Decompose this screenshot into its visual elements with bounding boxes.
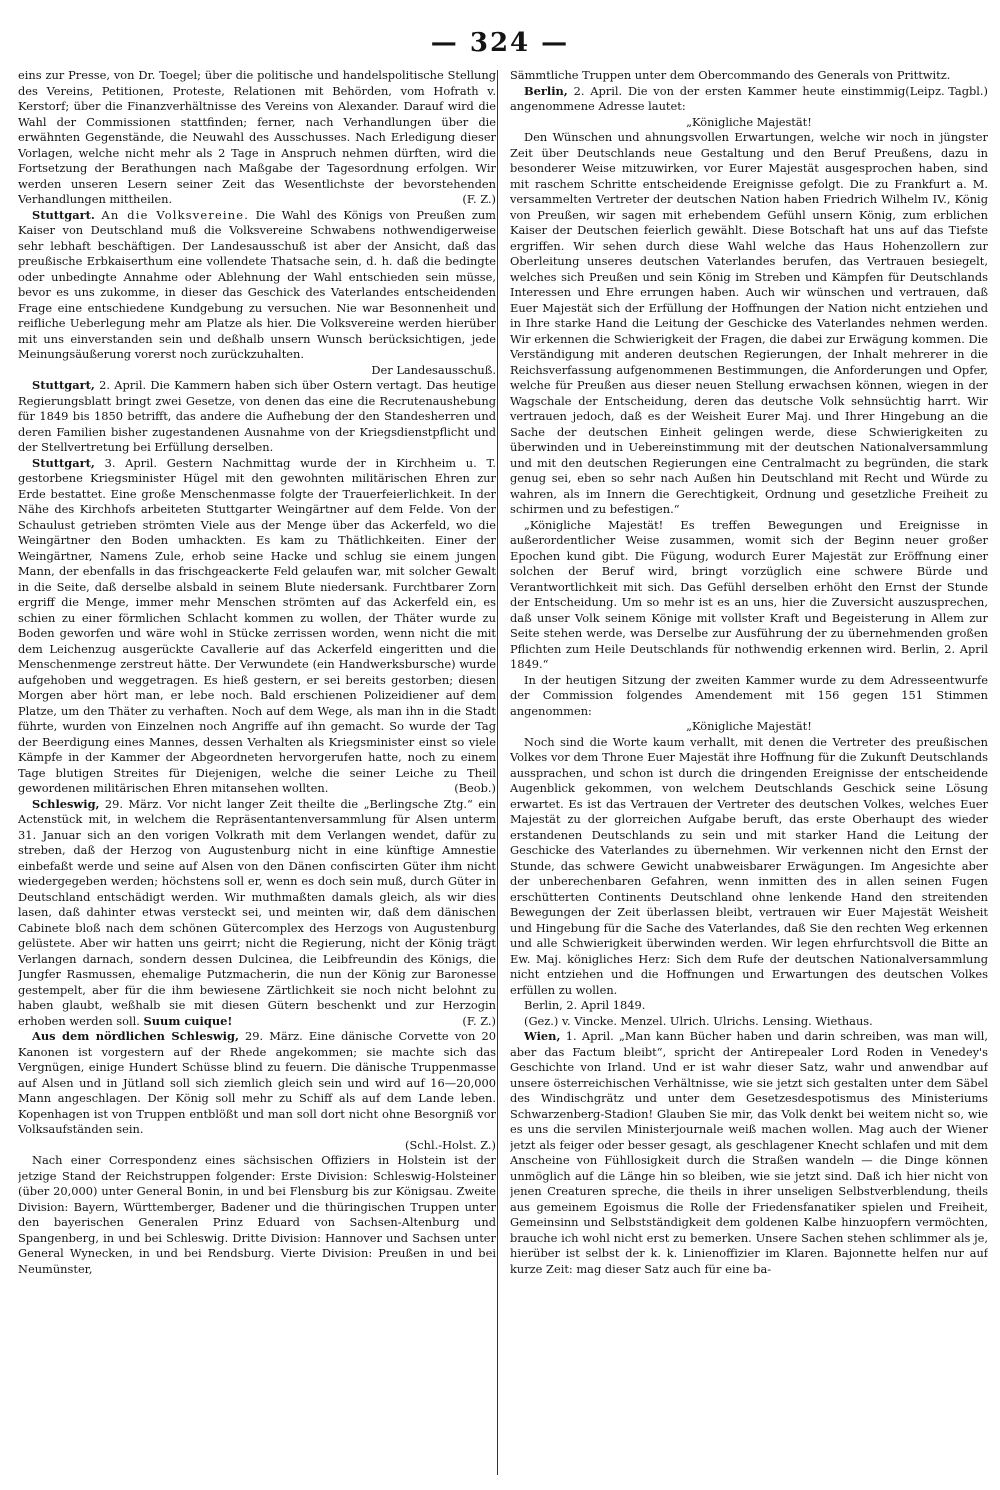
dateline: Stuttgart. <box>32 207 95 222</box>
dateline: Berlin, <box>524 83 568 98</box>
article-paragraph: eins zur Presse, von Dr. Toegel; über die politische und handelspolitische Stellung des Vereins, Petitionen, Proteste, Relationen mit Behörden, vom Hofrath v. Kerstorf; über die Finanzverhältnisse des Vereins von Alexander. Darauf wird die Wahl der Commissionen stattfinden; ferner, nach Verhandlungen über die erwähnten Gegenstände, die Neuwahl des Ausschusses. Nach Erledigung dieser Vorlagen, welche nicht mehr als 2 Tage in Anspruch nehmen dürften, wird die Fortsetzung der Berathungen nach Maßgabe der Tagesordnung erfolgen. Wir werden unseren Lesern seiner Zeit das Wesentlichste der bevorstehenden Verhandlungen mittheilen. (F. Z.) <box>18 68 496 206</box>
source-note: (Leipz. Tagbl.) <box>905 83 988 98</box>
right-column <box>510 68 988 1480</box>
article-paragraph: Stuttgart. An die Volksvereine. Die Wahl des Königs von Preußen zum Kaiser von Deutschland muß die Volksvereine Schwabens nothwendigerweise sehr lebhaft beschäftigen. Der Landesausschuß ist aber der Ansicht, daß das preußische Erbkaiserthum eine vollendete Thatsache sein, d. h. daß die bedingte oder unbedingte Annahme oder Ablehnung der Wahl entschieden sein müsse, bevor es uns zukomme, in dieser das Geschick des Vaterlandes entscheidenden Frage eine entschiedene Kundgebung zu versuchen. Nie war Besonnenheit und reifliche Ueberlegung mehr am Platze als hier. Die Volksvereine werden hierüber mit uns einverstanden sein und deßhalb unsern Wunsch berücksichtigen, jede Meinungsäußerung vorerst noch zurückzuhalten. <box>18 207 496 361</box>
dateline: Schleswig, <box>32 796 100 811</box>
dateline: Stuttgart, <box>32 455 95 470</box>
article-paragraph: Schleswig, 29. März. Vor nicht langer Zeit theilte die „Berlingsche Ztg.“ ein Actenstück mit, in welchem die Repräsentantenversammlung für Alsen unterm 31. Januar sich an den vorigen Volkrath mit dem Verlangen wendet, dafür zu streben, daß der Herzog von Augustenburg nicht in eine künftige Amnestie einbefaßt werde und seine auf Alsen von den Dänen confiscirten Güter ihm nicht wiedergegeben werden; höchstens soll er, wenn es doch sein muß, durch Güter in Deutschland entschädigt werden. Wir muthmaßten damals gleich, als wir dies lasen, daß dahinter etwas versteckt sei, und meinten wir, daß dem dänischen Cabinete bloß nach dem schönen Gütercomplex des Herzogs von Augustenburg gelüstete. Aber wir hatten uns geirrt; nicht die Regierung, nicht der König trägt Verlangen darnach, sondern dessen Dulcinea, die Leibfreundin des Königs, die Jungfer Rasmussen, ehemalige Putzmacherin, die nun der König zur Baronesse gestempelt, aber für die ihm bewiesene Zärtlichkeit sie noch nicht belohnt zu haben glaubt, weßhalb sie mit diesen Gütern beschenkt und zur Herzogin erhoben werden soll. Suum cuique! (F. Z.) <box>18 796 496 1028</box>
article-paragraph: Stuttgart, 3. April. Gestern Nachmittag wurde der in Kirchheim u. T. gestorbene Kriegsminister Hügel mit den gewohnten militärischen Ehren zur Erde bestattet. Eine große Menschenmasse folgte der Trauerfeierlichkeit. In der Nähe des Kirchhofs arbeiteten Stuttgarter Weingärtner auf dem Felde. Von der Schaulust getrieben strömten Viele aus der Menge über das Ackerfeld, wo die Weingärtner den Boden umhackten. Es kam zu Thätlichkeiten. Einer der Weingärtner, Namens Zule, erhob seine Hacke und schlug sie einem jungen Mann, der ebenfalls in das frischgeackerte Feld gelaufen war, mit solcher Gewalt in die Seite, daß derselbe alsbald in seinem Blute niedersank. Furchtbarer Zorn ergriff die Menge, immer mehr Menschen strömten auf das Ackerfeld ein, es schien zu einer förmlichen Schlacht kommen zu wollen, der Thäter wurde zu Boden geworfen und wäre wohl in Stücke zerrissen worden, wenn nicht die mit dem Leichenzug ausgerückte Cavallerie auf das Ackerfeld eingeritten und die Menschenmenge zerstreut hätte. Der Verwundete (ein Handwerksbursche) wurde aufgehoben und weggetragen. Es hieß gestern, er sei bereits gestorben; diesen Morgen aber hört man, er lebe noch. Bald erschienen Polizeidiener auf dem Platze, um den Thäter zu verhaften. Noch auf dem Wege, als man ihn in die Stadt führte, wurden von Einzelnen noch Angriffe auf ihn gemacht. So wurde der Tag der Beerdigung eines Mannes, dessen Verhalten als Kriegsminister einst so viele Kämpfe in der Kammer der Abgeordneten hervorgerufen hatte, noch zu einem Tage blutigen Streites für Diejenigen, welche die seiner Leiche zu Theil gewordenen militärischen Ehren mitansehen wollten. (Beob.) <box>18 455 496 795</box>
left-column <box>18 68 496 1480</box>
article-paragraph: Noch sind die Worte kaum verhallt, mit denen die Vertreter des preußischen Volkes vor dem Throne Euer Majestät ihre Hoffnung für die Zukunft Deutschlands aussprachen, und schon ist durch die dringenden Ereignisse der entscheidende Augenblick gekommen, von welchem Deutschlands Geschick seine Lösung erwartet. Es ist das Vertrauen der Vertreter des deutschen Volkes, welches Euer Majestät zu der glorreichen Aufgabe beruft, das erste Oberhaupt des wieder erstandenen Deutschlands zu sein und mit starker Hand die Leitung der Geschicke des Vaterlandes zu übernehmen. Wir verkennen nicht den Ernst der Stunde, das schwere Gewicht unabweisbarer Erwägungen. Im Angesichte aber der unberechenbaren Gefahren, wenn inmitten des in allen seinen Fugen erschütterten Continents Deutschland ohne lenkende Hand den streitenden Bewegungen der Zeit überlassen bleibt, vertrauen wir Euer Majestät Weisheit und Hingebung für die Sache des Vaterlandes, daß Sie den rechten Weg erkennen und alle Schwierigkeit überwinden werden. Wir legen ehrfurchtsvoll die Bitte an Ew. Maj. königliches Herz: Sich dem Rufe der deutschen Nationalversammlung nicht entziehen und die Hoffnungen und Erwartungen des deutschen Volkes erfüllen zu wollen. <box>510 734 988 997</box>
source-note: (Schl.-Holst. Z.) <box>405 1137 496 1152</box>
signature: Der Landesausschuß. <box>371 362 496 377</box>
source-note: (Beob.) <box>454 781 496 795</box>
dateline: Wien, <box>524 1029 561 1043</box>
article-paragraph: „Königliche Majestät! Es treffen Bewegungen und Ereignisse in außerordentlicher Weise zusammen, womit sich der Beginn neuer großer Epochen kund gibt. Die Fügung, wodurch Eurer Majestät zur Eröffnung einer solchen der Beruf wird, bringt vorzüglich eine schwere Bürde und Verantwortlichkeit mit sich. Das Gefühl derselben erhöht den Ernst der Stunde der Entscheidung. Um so mehr ist es an uns, hier die Zuversicht auszusprechen, daß unser Volk seinem Könige mit vollster Kraft und Begeisterung in Allem zur Seite stehen werde, was Derselbe zur Ausführung der zu übernehmenden großen Pflichten zum Heile Deutschlands für nothwendig erkennen wird. Berlin, 2. April 1849.“ <box>510 517 988 671</box>
signatories: (Gez.) v. Vincke. Menzel. Ulrich. Ulrichs. Lensing. Wiethaus. <box>524 1013 873 1028</box>
article-paragraph: Aus dem nördlichen Schleswig, 29. März. Eine dänische Corvette von 20 Kanonen ist vorgestern auf der Rhede angekommen; sie machte sich das Vergnügen, einige Hundert Schüsse blind zu feuern. Die dänische Truppenmasse auf Alsen und in Jütland soll sich ziemlich gleich sein und wird auf 16—20,000 Mann angeschlagen. Der König soll mehr zu Schiff als auf dem Lande leben. Kopenhagen ist von Truppen entblößt und man soll dort nicht ohne Besorgniß vor Volksaufständen sein. <box>18 1029 496 1136</box>
date-line: Berlin, 2. April 1849. <box>524 998 646 1012</box>
column-divider <box>497 70 498 1475</box>
source-note: (F. Z.) <box>462 1013 496 1028</box>
article-paragraph: In der heutigen Sitzung der zweiten Kammer wurde zu dem Adresseentwurfe der Commission folgendes Amendement mit 156 gegen 151 Stimmen angenommen: <box>510 672 988 718</box>
article-subhead: An die Volksvereine. <box>101 207 250 222</box>
article-paragraph: Sämmtliche Truppen unter dem Obercommando des Generals von Prittwitz. (Leipz. Tagbl.) <box>510 68 988 98</box>
article-paragraph: Den Wünschen und ahnungsvollen Erwartungen, welche wir noch in jüngster Zeit über Deutschlands neue Gestaltung und den Beruf Preußens, dazu in besonderer Weise mitzuwirken, vor Eurer Majestät ausgesprochen haben, sind mit raschem Schritte entscheidende Ereignisse gefolgt. Die zu Frankfurt a. M. versammelten Vertreter der deutschen Nation haben Friedrich Wilhelm IV., König von Preußen, wir sagen mit erhebendem Gefühl unsern König, zum erblichen Kaiser der Deutschen feierlich gewählt. Diese Botschaft hat uns auf das Tiefste ergriffen. Wir sehen durch diese Wahl welche das Haus Hohenzollern zur Oberleitung unseres deutschen Vaterlandes berufen, das Vertrauen besiegelt, welches sich Preußen und sein König im Streben und Kämpfen für Deutschlands Interessen und Ehre errungen haben. Auch wir wünschen und vertrauen, daß Euer Majestät sich der Erfüllung der Hoffnungen der Nation nicht entziehen und in Ihre starke Hand die Leitung der Geschicke des Vaterlandes nehmen werden. Wir erkennen die Schwierigkeit der Fragen, die dabei zur Erwägung kommen. Die Verständigung mit anderen deutschen Regierungen, der Inhalt mehrerer in die Reichsverfassung aufgenommenen Bestimmungen, die Anforderungen und Opfer, welche für Preußen aus dieser neuen Stellung erwachsen können, wiegen in der Wagschale der Entscheidung, deren das deutsche Volk sehnsüchtig harrt. Wir vertrauen jedoch, daß es der Weisheit Eurer Maj. und Ihrer Hingebung an die Sache der deutschen Einheit gelingen werde, diese Schwierigkeiten zu überwinden und in Uebereinstimmung mit der deutschen Nationalversammlung und mit den deutschen Regierungen eine Centralmacht zu begründen, die stark genug sei, eben so sehr nach Außen hin Deutschland mit Recht und Würde zu wahren, als im Innern die Gerechtigkeit, Ordnung und gesetzliche Freiheit zu schirmen und zu befestigen.“ <box>510 130 988 516</box>
dateline: Aus dem nördlichen Schleswig, <box>32 1029 239 1043</box>
motto: Suum cuique! <box>143 1013 233 1028</box>
page-number: — 324 — <box>430 28 570 58</box>
dateline: Stuttgart, <box>32 378 95 392</box>
salutation: „Königliche Majestät! <box>686 114 812 129</box>
article-paragraph: Stuttgart, 2. April. Die Kammern haben sich über Ostern vertagt. Das heutige Regierungsblatt bringt zwei Gesetze, von denen das eine die Recrutenaushebung für 1849 bis 1850 betrifft, das andere die Aufhebung der den Standesherren und deren Familien bisher zugestandenen Ausnahme von der Kriegsdienstpflicht und der Stellvertretung bei Erfüllung derselben. <box>18 378 496 454</box>
article-paragraph: Nach einer Correspondenz eines sächsischen Offiziers in Holstein ist der jetzige Stand der Reichstruppen folgender: Erste Division: Schleswig-Holsteiner (über 20,000) unter General Bonin, in und bei Flensburg bis zur Königsau. Zweite Division: Bayern, Württemberger, Badener und die thüringischen Truppen unter den bayerischen Generalen Prinz Eduard von Sachsen-Altenburg und Spangenberg, in und bei Schleswig. Dritte Division: Hannover und Sachsen unter General Wynecken, in und bei Rendsburg. Vierte Division: Preußen in und bei Neumünster, <box>18 1153 496 1276</box>
salutation: „Königliche Majestät! <box>686 719 812 733</box>
article-paragraph: Wien, 1. April. „Man kann Bücher haben und darin schreiben, was man will, aber das Factum bleibt“, spricht der Antirepealer Lord Roden in Venedey's Geschichte von Irland. Und er ist wahr dieser Satz, wahr und anwendbar auf unsere österreichischen Verhältnisse, wie sie jetzt sich gestalten unter dem Säbel des Windischgrätz und unter dem Gesetzesdespotismus des Ministeriums Schwarzenberg-Stadion! Glauben Sie mir, das Volk denkt bei weitem nicht so, wie es uns die servilen Ministerjournale weiß machen wollen. Mag auch der Wiener jetzt als feiger oder besser gesagt, als geschlagener Knecht schlafen und mit dem Anscheine von Fühllosigkeit durch die Straßen wandeln — die Dinge können unmöglich auf die Länge hin so bleiben, wie sie jetzt sind. Daß ich hier nicht von jenen Creaturen spreche, die theils in ihrer unseligen Selbstverblendung, theils aus gemeinem Egoismus die Rolle der Friedensfanatiker spielen und Freiheit, Gemeinsinn und Selbstständigkeit dem goldenen Kalbe hinzuopfern vermöchten, brauche ich wohl nicht erst zu bemerken. Unsere Sachen stehen schlimmer als je, hierüber ist selbst der k. k. Linienoffizier im Klaren. Bajonnette helfen nur auf kurze Zeit: mag dieser Satz auch für eine ba- <box>510 1029 988 1276</box>
source-note: (F. Z.) <box>462 192 496 206</box>
article-paragraph: Berlin, 2. April. Die von der ersten Kammer heute einstimmig angenommene Adresse lautet: <box>510 83 906 113</box>
